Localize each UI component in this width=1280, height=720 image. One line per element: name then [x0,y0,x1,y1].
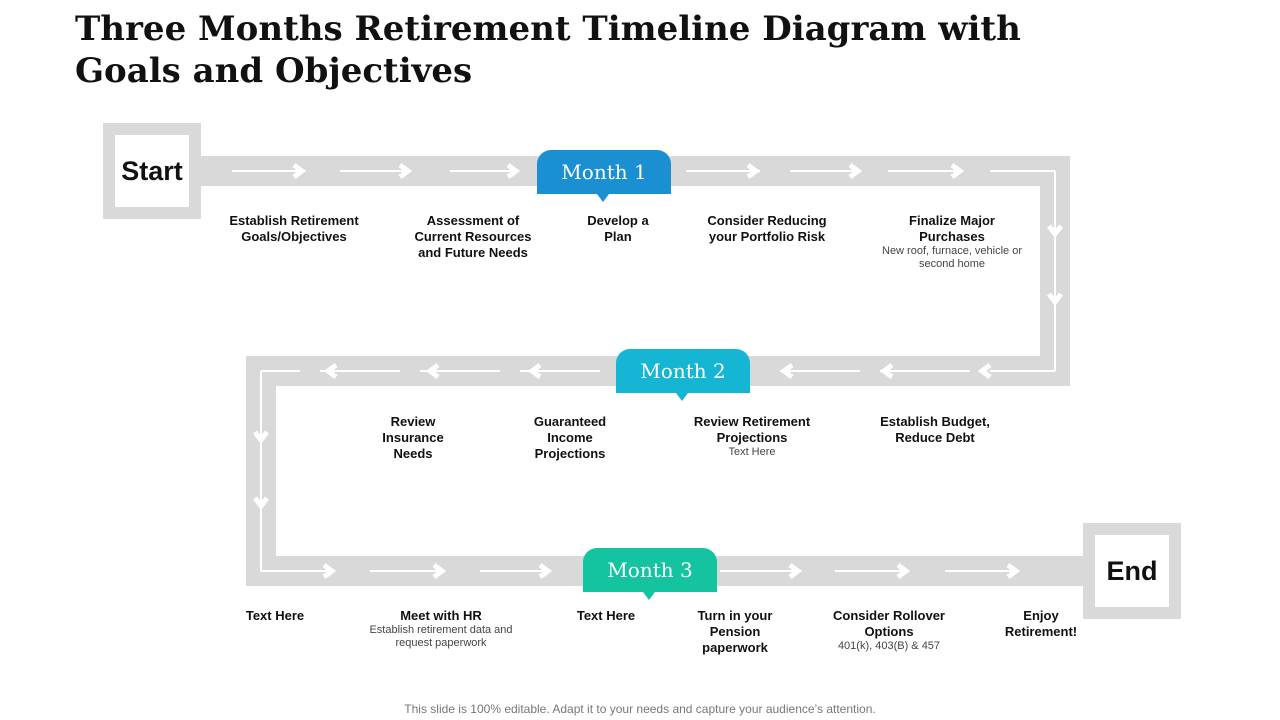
start-label: Start [115,135,189,207]
step-major-purchases-note: New roof, furnace, vehicle or second home [882,245,1023,270]
step-retirement-projections: Review Retirement Projections Text Here [682,414,822,459]
step-text-here-2: Text Here [576,608,636,623]
month-1-bubble: Month 1 [537,150,671,194]
step-rollover: Consider Rollover Options 401(k), 403(B) & 457 [819,608,959,653]
step-insurance: Review Insurance Needs [382,414,444,461]
step-establish-goals: Establish Retirement Goals/Objectives [229,213,359,244]
end-box [1083,523,1181,619]
start-box [103,123,201,219]
step-assessment: Assessment of Current Resources and Future Needs [414,213,532,260]
step-meet-hr: Meet with HR Establish retirement data and request paperwork [356,608,526,650]
end-label: End [1095,535,1169,607]
step-pension: Turn in your Pension paperwork [697,608,773,655]
page-title: Three Months Retirement Timeline Diagram with Goals and Objectives [75,9,1021,91]
step-budget: Establish Budget, Reduce Debt [880,414,990,445]
step-income-projections: Guaranteed Income Projections [533,414,607,461]
step-enjoy-retirement: Enjoy Retirement! [1004,608,1078,639]
step-meet-hr-note: Establish retirement data and request paperwork [369,624,513,649]
footer-note: This slide is 100% editable. Adapt it to your needs and capture your audience’s attention. [404,702,876,716]
step-rollover-note: 401(k), 403(B) & 457 [837,640,941,652]
step-major-purchases: Finalize Major Purchases New roof, furnace, vehicle or second home [882,213,1023,270]
month-3-bubble: Month 3 [583,548,717,592]
month-2-bubble: Month 2 [616,349,750,393]
step-retirement-projections-note: Text Here [728,446,776,458]
step-reduce-risk: Consider Reducing your Portfolio Risk [707,213,827,244]
step-text-here-1: Text Here [245,608,305,623]
step-develop-plan: Develop a Plan [587,213,649,244]
